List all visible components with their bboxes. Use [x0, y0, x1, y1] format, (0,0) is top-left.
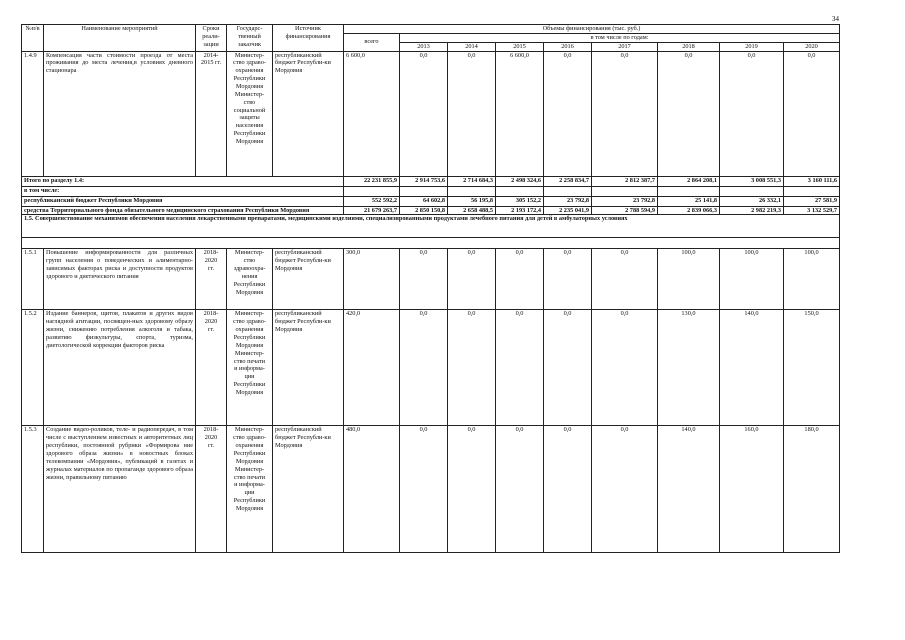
- header-customer: Государс- твенный заказчик: [227, 25, 273, 52]
- totals-value: [448, 186, 496, 196]
- section-row: [22, 215, 840, 238]
- row-customer: Министер- ство здраво- охранения Республики Мордовия Министер- ство печати и информа- ции Республики Мордовия: [227, 310, 273, 426]
- totals-value: 3 160 111,6: [784, 176, 840, 186]
- row-year-value: 0,0: [496, 310, 544, 426]
- totals-label: Итого по разделу 1.4:: [22, 176, 344, 186]
- row-year-value: 0,0: [592, 51, 658, 176]
- row-year-value: 150,0: [784, 310, 840, 426]
- header-year: 2016: [544, 42, 592, 51]
- row-year-value: 0,0: [448, 310, 496, 426]
- totals-value: 56 195,8: [448, 196, 496, 206]
- section-title: 1.5. Совершенствование механизмов обеспечения населения лекарственными препаратами, медицинскими изделиями, специализированными продуктами лечебного питания для детей в амбулаторных условиях: [22, 215, 840, 238]
- row-year-value: 0,0: [720, 51, 784, 176]
- header-year: 2015: [496, 42, 544, 51]
- row-year-value: 0,0: [592, 310, 658, 426]
- row-year-value: 180,0: [784, 426, 840, 553]
- row-name: Издание баннеров, щитов, плакатов и других видов наглядной агитации, посвящен-ных здоровому образу жизни, снижению потребления алкоголя и табака, развитию физкультуры, спорта, туризма, диетологической коррекции факторов риска: [44, 310, 196, 426]
- row-year-value: 0,0: [544, 310, 592, 426]
- header-terms: Сроки реали- зации: [196, 25, 227, 52]
- row-year-value: 0,0: [592, 426, 658, 553]
- row-year-value: 0,0: [544, 51, 592, 176]
- totals-label: средства Территориального фонда обязательного медицинского страхования Республики Мордовия: [22, 206, 344, 215]
- header-num: №п/в: [22, 25, 44, 52]
- row-total: 300,0: [344, 249, 400, 310]
- totals-row: [22, 196, 840, 206]
- totals-value: 552 592,2: [344, 196, 400, 206]
- row-year-value: 0,0: [448, 51, 496, 176]
- totals-value: [658, 186, 720, 196]
- table-row: [22, 310, 840, 426]
- row-customer: Министер- ство здраво- охранения Республики Мордовия Министер- ство социальной защиты населения Республики Мордовия: [227, 51, 273, 176]
- totals-value: 305 152,2: [496, 196, 544, 206]
- totals-value: 22 231 855,9: [344, 176, 400, 186]
- totals-value: 23 792,8: [544, 196, 592, 206]
- row-source: республиканский бюджет Республи-ки Мордовия: [273, 51, 344, 176]
- totals-value: 2 914 753,6: [400, 176, 448, 186]
- row-year-value: 0,0: [400, 249, 448, 310]
- totals-value: [592, 186, 658, 196]
- row-year-value: 0,0: [400, 426, 448, 553]
- row-year-value: 140,0: [658, 426, 720, 553]
- totals-value: 64 602,8: [400, 196, 448, 206]
- totals-value: 21 679 263,7: [344, 206, 400, 215]
- row-year-value: 0,0: [658, 51, 720, 176]
- totals-value: 2 982 219,3: [720, 206, 784, 215]
- totals-value: 3 008 551,3: [720, 176, 784, 186]
- row-name: Повышение информированности для различных групп населения о поведенческих и алиментарно-зависимых факторах риска и доступности продуктов здорового и диетического питания: [44, 249, 196, 310]
- header-source: Источник финансирования: [273, 25, 344, 52]
- row-total: 6 600,0: [344, 51, 400, 176]
- row-source: республиканский бюджет Республи-ки Мордовия: [273, 249, 344, 310]
- row-year-value: 0,0: [544, 426, 592, 553]
- row-customer: Министер- ство здравоохра- нения Республики Мордовия: [227, 249, 273, 310]
- totals-value: 2 714 684,3: [448, 176, 496, 186]
- table-row: [22, 51, 840, 176]
- row-year-value: 0,0: [496, 426, 544, 553]
- row-num: 1.4.9: [22, 51, 44, 176]
- totals-value: 27 581,9: [784, 196, 840, 206]
- page-number: 34: [832, 15, 839, 23]
- table-row: [22, 426, 840, 553]
- totals-value: 2 235 041,9: [544, 206, 592, 215]
- header-year: 2018: [658, 42, 720, 51]
- row-year-value: 0,0: [784, 51, 840, 176]
- row-name: Создание видео-роликов, теле- и радиопередач, в том числе с выступлением известных и авторитетных лиц республики, постоянной рубрики «Формирова ние здорового образа жизни» в новостных блоках телекомпании «Мордовия», публикаций в газетах и журналах материалов по пропаганде здорового образа жизни, правильному питанию: [44, 426, 196, 553]
- totals-row: [22, 206, 840, 215]
- header-year: 2020: [784, 42, 840, 51]
- totals-label: в том числе:: [22, 186, 344, 196]
- row-year-value: 0,0: [400, 51, 448, 176]
- totals-value: 2 850 150,8: [400, 206, 448, 215]
- header-year: 2014: [448, 42, 496, 51]
- row-num: 1.5.1: [22, 249, 44, 310]
- header-year: 2017: [592, 42, 658, 51]
- totals-value: 2 658 488,5: [448, 206, 496, 215]
- totals-value: 2 258 834,7: [544, 176, 592, 186]
- row-year-value: 100,0: [784, 249, 840, 310]
- row-terms: 2018- 2020 гг.: [196, 310, 227, 426]
- totals-value: 2 788 594,9: [592, 206, 658, 215]
- totals-row: [22, 186, 840, 196]
- row-year-value: 100,0: [658, 249, 720, 310]
- totals-value: 2 498 324,6: [496, 176, 544, 186]
- header-by-years: в том числе по годам:: [400, 33, 840, 42]
- header-name: Наименование мероприятий: [44, 25, 196, 52]
- row-year-value: 0,0: [592, 249, 658, 310]
- row-year-value: 130,0: [658, 310, 720, 426]
- spacer-row: [22, 238, 840, 249]
- row-customer: Министер- ство здраво- охранения Республики Мордовия Министер- ство печати и информа- ции Республики Мордовия: [227, 426, 273, 553]
- row-num: 1.5.2: [22, 310, 44, 426]
- totals-value: 2 839 066,3: [658, 206, 720, 215]
- totals-value: 25 141,8: [658, 196, 720, 206]
- totals-value: [496, 186, 544, 196]
- totals-value: 23 792,8: [592, 196, 658, 206]
- totals-value: 2 812 387,7: [592, 176, 658, 186]
- row-terms: 2018- 2020 гг.: [196, 249, 227, 310]
- row-year-value: 0,0: [544, 249, 592, 310]
- row-total: 420,0: [344, 310, 400, 426]
- totals-value: [720, 186, 784, 196]
- row-num: 1.5.3: [22, 426, 44, 553]
- table-row: [22, 249, 840, 310]
- totals-label: республиканский бюджет Республики Мордовия: [22, 196, 344, 206]
- totals-value: [544, 186, 592, 196]
- row-source: республиканский бюджет Республи-ки Мордовия: [273, 310, 344, 426]
- row-source: республиканский бюджет Республи-ки Мордовия: [273, 426, 344, 553]
- row-year-value: 100,0: [720, 249, 784, 310]
- row-year-value: 0,0: [496, 249, 544, 310]
- row-year-value: 0,0: [448, 249, 496, 310]
- totals-value: 3 132 529,7: [784, 206, 840, 215]
- totals-value: 2 864 208,1: [658, 176, 720, 186]
- header-financing: Объемы финансирования (тыс. руб.): [344, 25, 840, 34]
- row-year-value: 0,0: [400, 310, 448, 426]
- spacer-cell: [22, 238, 840, 249]
- totals-value: 26 332,1: [720, 196, 784, 206]
- totals-value: [400, 186, 448, 196]
- totals-value: [784, 186, 840, 196]
- row-terms: 2014- 2015 гг.: [196, 51, 227, 176]
- row-year-value: 6 600,0: [496, 51, 544, 176]
- row-year-value: 0,0: [448, 426, 496, 553]
- financing-table: [21, 24, 840, 553]
- totals-value: [344, 186, 400, 196]
- row-name: Компенсация части стоимости проезда от места проживания до места лечения,в условиях дневного стационара: [44, 51, 196, 176]
- header-total: всего: [344, 33, 400, 51]
- row-year-value: 160,0: [720, 426, 784, 553]
- totals-value: 2 193 172,4: [496, 206, 544, 215]
- header-year: 2013: [400, 42, 448, 51]
- row-terms: 2018- 2020 гг.: [196, 426, 227, 553]
- row-total: 480,0: [344, 426, 400, 553]
- header-year: 2019: [720, 42, 784, 51]
- totals-row: [22, 176, 840, 186]
- row-year-value: 140,0: [720, 310, 784, 426]
